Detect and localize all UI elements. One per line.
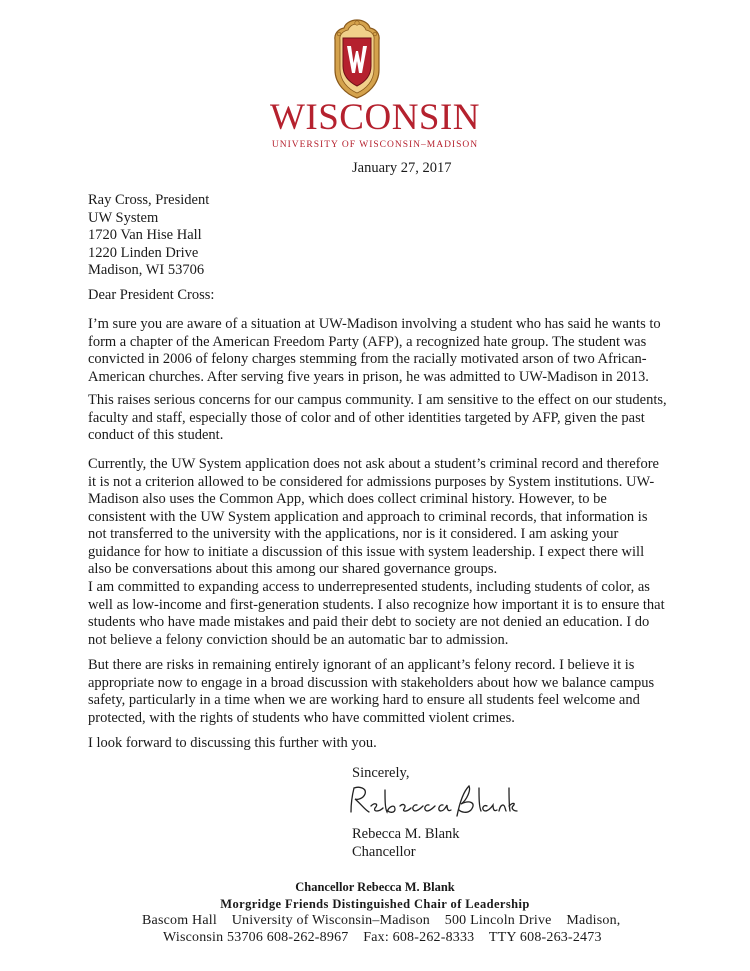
signer-block xyxy=(352,826,460,861)
recipient-address xyxy=(88,192,209,280)
address-line: 1220 Linden Drive xyxy=(88,244,199,261)
address-line: UW System xyxy=(88,209,159,226)
address-line: 1720 Van Hise Hall xyxy=(88,227,202,243)
signature-text: Rebecca Blank xyxy=(345,782,352,783)
letter-date: January 27, 2017 xyxy=(352,160,452,176)
wordmark: WISCONSIN xyxy=(269,97,481,138)
footer-contact: Wisconsin 53706 608-262-8967 Fax: 608-262-8333 TTY 608-263-2473 xyxy=(163,930,602,945)
signer-name: Rebecca M. Blank xyxy=(352,826,460,842)
uw-crest-icon xyxy=(330,18,384,100)
address-line: Ray Cross, President xyxy=(88,192,210,208)
letterhead xyxy=(0,0,750,160)
handwritten-signature xyxy=(345,782,520,822)
closing: Sincerely, xyxy=(352,765,410,781)
salutation: Dear President Cross: xyxy=(88,287,215,303)
signer-title: Chancellor xyxy=(352,843,416,860)
body-paragraph: I am committed to expanding access to underrepresented students, including students of color, as well as low-income and first-generation students. I also recognize how important it is to ensure that students who have made mistakes and paid their debt to society are not denied an education. I do not believe a felony conviction should be an automatic bar to admission. xyxy=(88,579,665,648)
body-paragraph: I’m sure you are aware of a situation at UW-Madison involving a student who has said he wants to form a chapter of the American Freedom Party (AFP), a recognized hate group. The student was convicted in 2006 of felony charges stemming from the racially motivated arson of two African-American churches. After serving five years in prison, he was admitted to UW-Madison in 2013. xyxy=(88,316,661,385)
footer-address: Bascom Hall University of Wisconsin–Madison 500 Lincoln Drive Madison, xyxy=(142,913,621,928)
footer-chair: Morgridge Friends Distinguished Chair of Leadership xyxy=(220,897,530,911)
footer-name: Chancellor Rebecca M. Blank xyxy=(295,880,455,894)
body-paragraph: Currently, the UW System application does not ask about a student’s criminal record and therefore it is not a criterion allowed to be considered for admissions purposes by System institutions. UW-Madison also uses the Common App, which does collect criminal history. However, to be consistent with the UW System application and approach to criminal records, that information is not transferred to the university with the applications, nor is it considered. I am asking your guidance for how to initiate a discussion of this issue with system leadership. I expect there will also be conversations about this among our shared governance groups. xyxy=(88,456,659,577)
body-paragraph: This raises serious concerns for our campus community. I am sensitive to the effect on our students, faculty and staff, especially those of color and of other identities targeted by AFP, given the past conduct of this student. xyxy=(88,392,667,443)
university-subline: UNIVERSITY OF WISCONSIN–MADISON xyxy=(271,140,479,150)
address-line: Madison, WI 53706 xyxy=(88,262,205,278)
body-paragraph: But there are risks in remaining entirely ignorant of an applicant’s felony record. I believe it is appropriate now to engage in a broad discussion with stakeholders about how we balance campus safety, particularly in a time when we are working hard to ensure all students feel welcome and protected, with the rights of students who have committed violent crimes. xyxy=(88,657,655,726)
body-paragraph: I look forward to discussing this further with you. xyxy=(88,735,377,751)
